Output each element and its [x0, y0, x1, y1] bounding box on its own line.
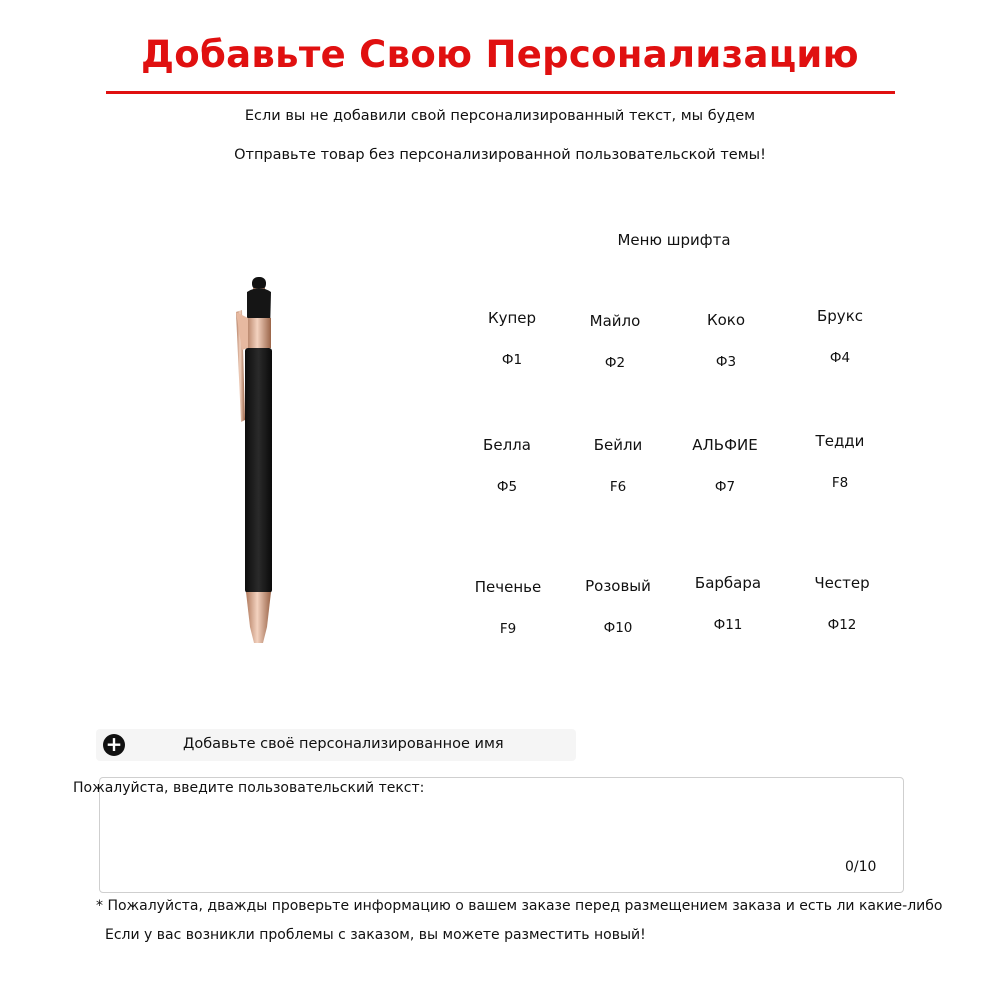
font-option-name: АЛЬФИЕ: [692, 436, 758, 454]
font-option-name: Бейли: [593, 436, 643, 454]
font-option-code: F9: [499, 621, 517, 637]
font-option-code: F8: [831, 475, 849, 491]
font-option-name: Тедди: [815, 432, 865, 450]
font-option-name: Печенье: [474, 578, 542, 596]
font-option-f5[interactable]: [447, 435, 567, 497]
font-option-name: Белла: [483, 436, 531, 454]
notice-line-1: Если вы не добавили свой персонализированный текст, мы будем: [244, 108, 756, 124]
page-title: Добавьте Свою Персонализацию: [141, 33, 859, 76]
font-option-f8[interactable]: [780, 431, 900, 493]
font-option-f4[interactable]: [780, 306, 900, 368]
font-option-f2[interactable]: [555, 311, 675, 373]
add-personalized-name-button[interactable]: [96, 729, 576, 761]
font-option-code: F6: [609, 479, 627, 495]
font-option-code: Ф4: [829, 350, 851, 366]
font-option-code: Ф1: [501, 352, 523, 368]
footer-note-line-1: * Пожалуйста, дважды проверьте информацию о вашем заказе перед размещением заказа и есть ли какие-либо: [96, 898, 943, 914]
pen-icon: [222, 270, 282, 650]
font-option-f1[interactable]: [452, 308, 572, 370]
font-option-code: Ф3: [715, 354, 737, 370]
font-option-name: Розовый: [585, 577, 651, 595]
font-option-f6[interactable]: [558, 435, 678, 497]
font-option-name: Коко: [706, 311, 746, 329]
font-option-name: Барбара: [694, 574, 762, 592]
font-option-f7[interactable]: [665, 435, 785, 497]
font-option-f10[interactable]: [558, 576, 678, 638]
font-option-name: Купер: [487, 309, 537, 327]
font-option-code: Ф11: [713, 617, 743, 633]
font-option-code: Ф12: [827, 617, 857, 633]
character-counter: 0/10: [845, 859, 877, 875]
font-option-code: Ф2: [604, 355, 626, 371]
font-option-f12[interactable]: [782, 573, 902, 635]
font-option-code: Ф5: [496, 479, 518, 495]
font-option-f9[interactable]: [448, 577, 568, 639]
font-option-name: Майло: [589, 312, 641, 330]
font-option-name: Брукс: [817, 307, 863, 325]
add-name-label: Добавьте своё персонализированное имя: [183, 736, 504, 752]
font-menu-title: Меню шрифта: [617, 231, 731, 249]
custom-text-label: Пожалуйста, введите пользовательский текст:: [73, 780, 425, 796]
footer-note-line-2: Если у вас возникли проблемы с заказом, вы можете разместить новый!: [105, 927, 646, 943]
font-option-f3[interactable]: [666, 310, 786, 372]
notice-line-2: Отправьте товар без персонализированной пользовательской темы!: [234, 147, 766, 163]
font-option-name: Честер: [814, 574, 870, 592]
font-option-f11[interactable]: [668, 573, 788, 635]
title-divider: [106, 91, 895, 94]
plus-circle-icon: +: [103, 734, 125, 756]
font-option-code: Ф7: [714, 479, 736, 495]
font-option-code: Ф10: [603, 620, 633, 636]
